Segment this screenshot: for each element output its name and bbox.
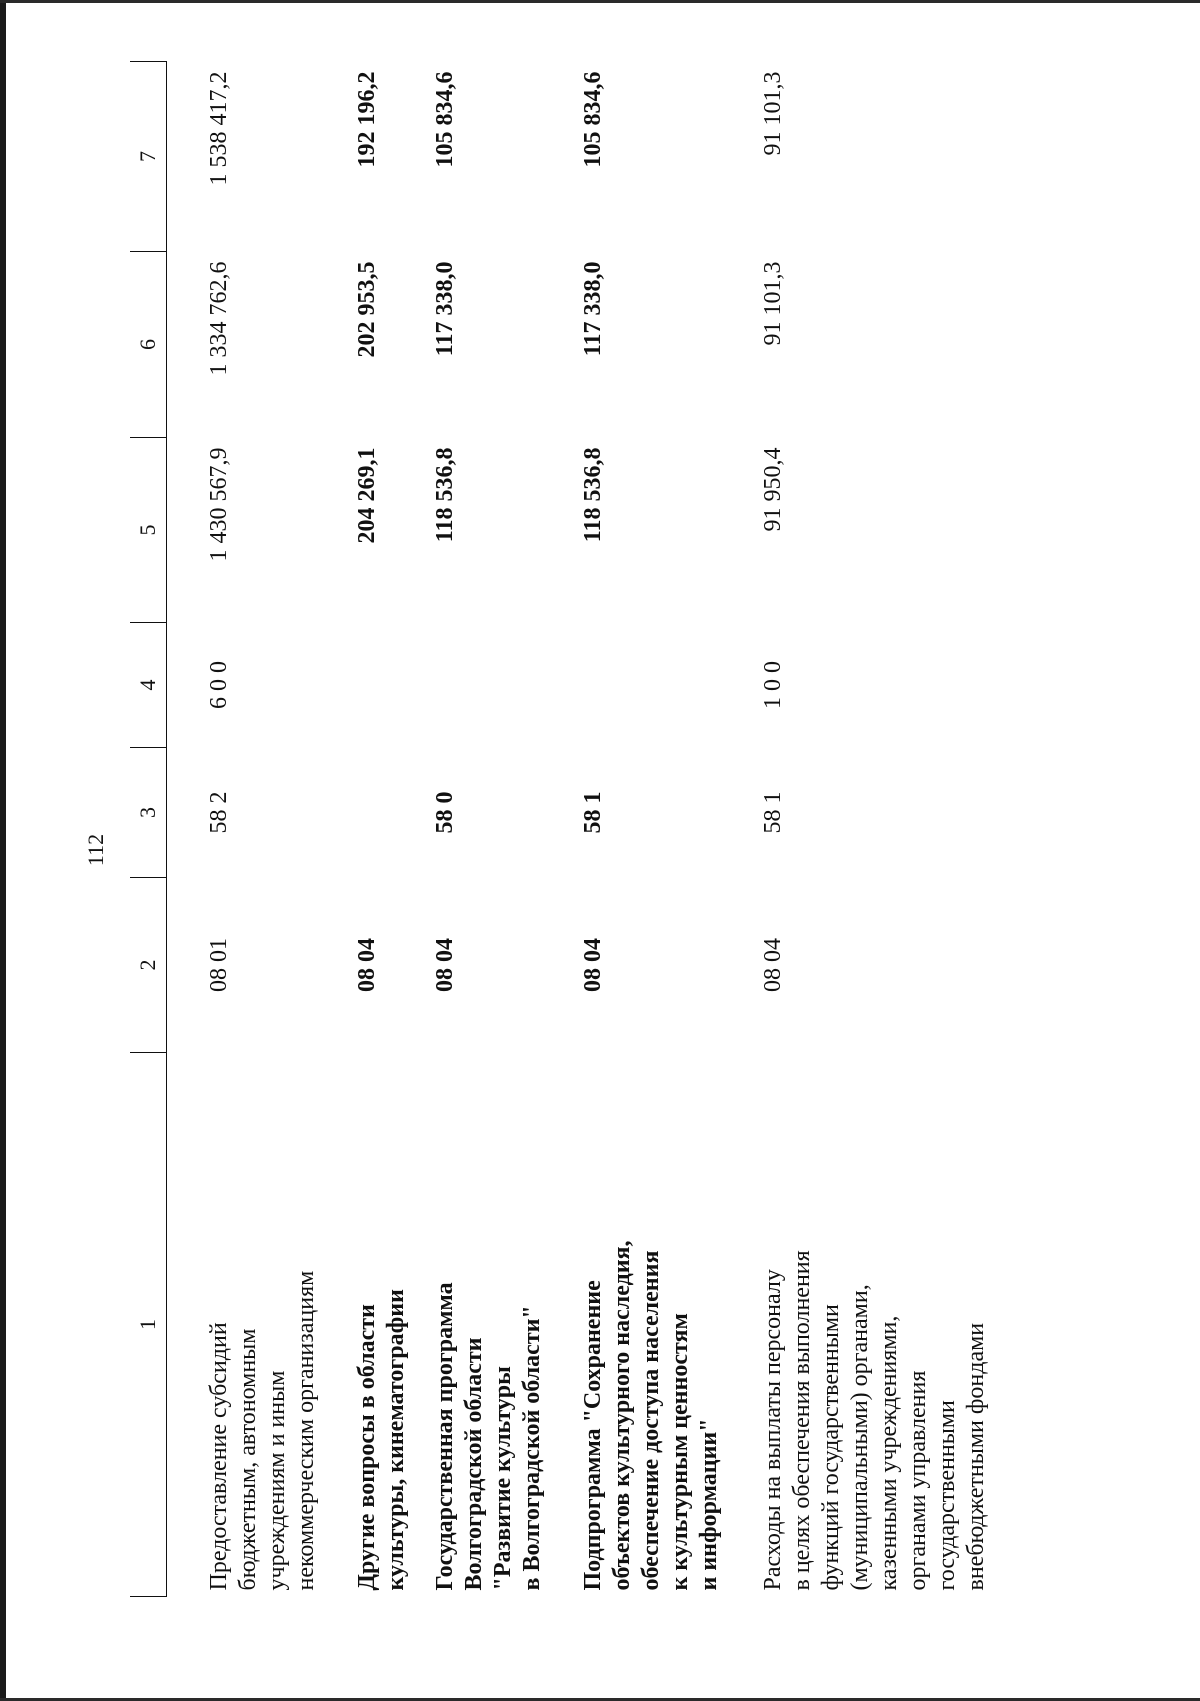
section-code: 08 04 xyxy=(580,938,606,992)
amount-year1: 1 430 567,9 xyxy=(206,447,232,562)
amount-year2: 91 101,3 xyxy=(760,261,786,346)
expense-type-code xyxy=(323,623,411,748)
amount-year1: 118 536,8 xyxy=(432,447,458,543)
row-description-text: Другие вопросы в области культуры, кинематографии xyxy=(354,1289,409,1591)
column-header: 7 xyxy=(130,62,167,252)
program-code: 58 2 xyxy=(206,791,232,834)
amount-year2: 202 953,5 xyxy=(354,261,380,358)
page-number: 112 xyxy=(83,833,108,867)
amount-year1: 91 950,4 xyxy=(760,447,786,532)
column-header: 1 xyxy=(130,1053,167,1597)
amount-year3: 105 834,6 xyxy=(432,71,458,168)
table-row xyxy=(729,62,991,1597)
row-description-text: Предоставление субсидий бюджетным, автономным учреждениям и иным некоммерческим организациям xyxy=(206,1270,319,1591)
program-code: 58 1 xyxy=(760,791,786,834)
amount-year3: 192 196,2 xyxy=(354,71,380,168)
row-description xyxy=(411,1053,557,1597)
amount-year1: 204 269,1 xyxy=(354,447,380,544)
amount-year1: 118 536,8 xyxy=(580,447,606,543)
column-header: 4 xyxy=(130,623,167,748)
amount-year3: 105 834,6 xyxy=(580,71,606,168)
program-code xyxy=(323,748,411,878)
table-row xyxy=(557,62,729,1597)
expense-type-code xyxy=(557,623,729,748)
column-header: 3 xyxy=(130,748,167,878)
row-description-text: Расходы на выплаты персоналу в целях обеспечения выполнения функций государственными (муниципальными) органами, казенными учреждениями, органами управления государственными внебюджетными фондами xyxy=(760,1250,989,1591)
column-header: 5 xyxy=(130,438,167,623)
scan-edge-top xyxy=(0,0,1200,3)
column-header: 6 xyxy=(130,252,167,438)
amount-year2: 117 338,0 xyxy=(580,261,606,357)
amount-year2: 117 338,0 xyxy=(432,261,458,357)
amount-year2: 1 334 762,6 xyxy=(206,261,232,376)
row-description-text: Подпрограмма "Сохранение объектов культурного наследия, обеспечение доступа населения к культурным ценностям и информации" xyxy=(580,1240,722,1591)
program-code: 58 1 xyxy=(580,791,606,834)
row-description xyxy=(167,1053,324,1597)
row-description-text: Государственная программа Волгоградской области "Развитие культуры в Волгоградской области" xyxy=(432,1282,545,1591)
section-code: 08 04 xyxy=(760,938,786,992)
scan-edge-left xyxy=(0,0,6,1701)
expense-type-code xyxy=(411,623,557,748)
section-code: 08 04 xyxy=(432,938,458,992)
amount-year3: 91 101,3 xyxy=(760,71,786,156)
row-description xyxy=(729,1053,991,1597)
table-row xyxy=(323,62,411,1597)
row-description xyxy=(323,1053,411,1597)
rotated-page-content xyxy=(130,62,1170,1597)
budget-table xyxy=(130,61,991,1597)
table-row xyxy=(167,62,324,1597)
column-header: 2 xyxy=(130,878,167,1053)
amount-year3: 1 538 417,2 xyxy=(206,71,232,186)
section-code: 08 04 xyxy=(354,938,380,992)
expense-type-code: 6 0 0 xyxy=(206,661,232,709)
program-code: 58 0 xyxy=(432,791,458,834)
table-row xyxy=(411,62,557,1597)
section-code: 08 01 xyxy=(206,938,232,992)
expense-type-code: 1 0 0 xyxy=(760,661,786,709)
row-description xyxy=(557,1053,729,1597)
table-header-row xyxy=(130,62,167,1597)
